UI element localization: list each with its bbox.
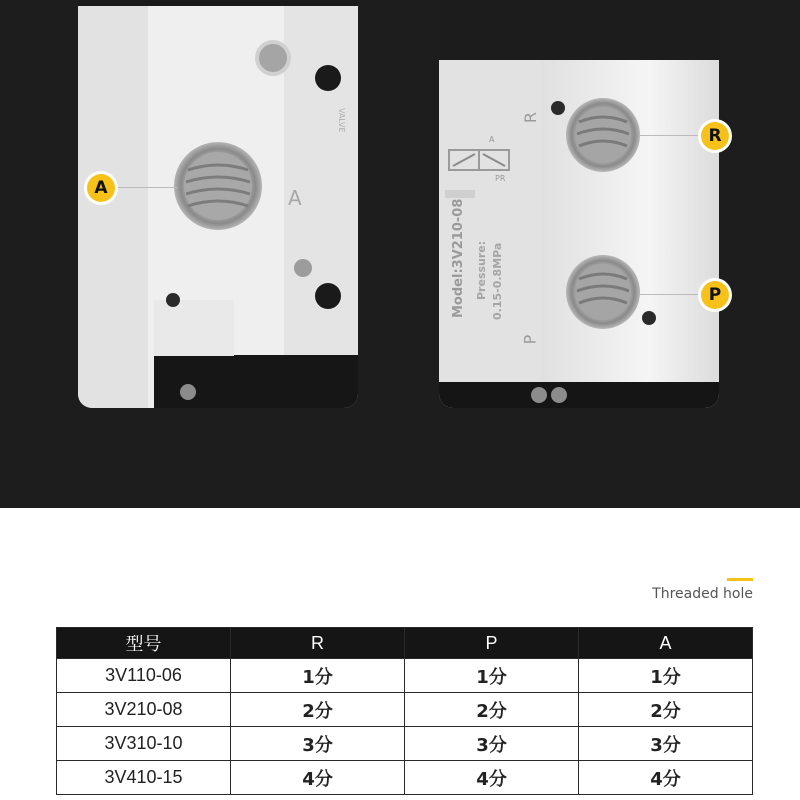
cell-a: 3分 [579, 727, 753, 761]
cell-p: 4分 [405, 761, 579, 795]
model-text: Model:3V210-08 [451, 198, 466, 318]
port-letter-a: A [288, 186, 302, 210]
callout-badge-r: R [701, 122, 729, 150]
header-model: 型号 [57, 628, 231, 659]
symbol-label-pr: PR [495, 174, 506, 183]
table-row [57, 659, 753, 693]
table-header-row [57, 628, 753, 659]
port-letter-r: R [521, 111, 541, 124]
table-row [57, 727, 753, 761]
symbol-label-a: A [489, 135, 495, 144]
callout-badge-a: A [87, 174, 115, 202]
cell-model: 3V210-08 [57, 693, 231, 727]
cell-r: 2分 [231, 693, 405, 727]
header-a: A [579, 628, 753, 659]
header-r: R [231, 628, 405, 659]
cell-a: 4分 [579, 761, 753, 795]
port-letter-p: P [520, 334, 540, 345]
cell-a: 2分 [579, 693, 753, 727]
cell-r: 4分 [231, 761, 405, 795]
pressure-value: 0.15-0.8MPa [491, 242, 504, 320]
callout-line-r [640, 135, 702, 136]
valve-photo-rp-ports [439, 0, 719, 408]
cell-p: 1分 [405, 659, 579, 693]
cell-p: 3分 [405, 727, 579, 761]
cell-r: 1分 [231, 659, 405, 693]
cell-model: 3V310-10 [57, 727, 231, 761]
caption-accent-bar [727, 578, 753, 581]
callout-line-a [115, 187, 177, 188]
callout-line-p [640, 294, 702, 295]
table-caption: Threaded hole [652, 586, 753, 602]
cell-model: 3V410-15 [57, 761, 231, 795]
table-row [57, 693, 753, 727]
header-p: P [405, 628, 579, 659]
callout-badge-p: P [701, 281, 729, 309]
cell-p: 2分 [405, 693, 579, 727]
cell-a: 1分 [579, 659, 753, 693]
pressure-label: Pressure: [475, 240, 488, 300]
thread-spec-table [56, 627, 753, 795]
cell-r: 3分 [231, 727, 405, 761]
table-row [57, 761, 753, 795]
valve-photo-a-port [78, 0, 358, 408]
cell-model: 3V110-06 [57, 659, 231, 693]
valve-side-text: VALVE [337, 108, 346, 133]
